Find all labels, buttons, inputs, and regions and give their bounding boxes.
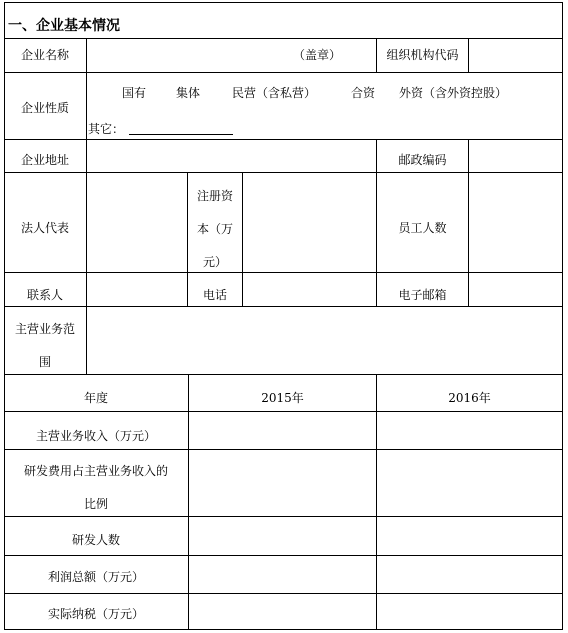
other-input[interactable] [129,120,233,135]
nature-option-collective[interactable]: 集体 [176,86,201,100]
nature-option-joint[interactable]: 合资 [351,86,376,100]
cell-main-revenue-2016[interactable] [377,412,562,449]
registered-capital-field[interactable] [243,173,376,272]
email-label: 电子邮箱 [398,288,447,302]
main-business-label-1: 主营业务范 [14,322,75,336]
seal-label: （盖章） [293,48,342,62]
other-label: 其它： [88,122,125,136]
nature-option-state[interactable]: 国有 [122,86,147,100]
company-address-field[interactable] [87,140,376,172]
v-line [86,72,87,139]
email-field[interactable] [469,273,562,306]
postal-code-label: 邮政编码 [398,153,447,167]
cell-actual-tax-2015[interactable] [189,594,376,629]
cell-rd-ratio-2015[interactable] [189,450,376,516]
cell-rd-staff-2016[interactable] [377,517,562,555]
employees-label: 员工人数 [398,221,447,235]
cell-total-profit-2015[interactable] [189,556,376,593]
legal-rep-label: 法人代表 [20,221,69,235]
table-header-year: 年度 [83,391,108,405]
cell-rd-ratio-2016[interactable] [377,450,562,516]
company-name-label: 企业名称 [20,48,69,62]
main-business-field[interactable] [87,307,562,374]
h-line [4,374,563,375]
nature-option-private[interactable]: 民营（含私营） [232,86,317,100]
org-code-field[interactable] [469,39,562,72]
h-line [4,72,563,73]
registered-capital-label-3: 元） [202,255,227,269]
cell-total-profit-2016[interactable] [377,556,562,593]
contact-label: 联系人 [26,288,63,302]
row-label-rd-ratio-2: 比例 [83,497,108,511]
border-bottom [4,629,563,630]
phone-field[interactable] [243,273,376,306]
phone-label: 电话 [202,288,227,302]
company-address-label: 企业地址 [20,153,69,167]
postal-code-field[interactable] [469,140,562,172]
row-label-main-revenue: 主营业务收入（万元） [35,429,156,443]
row-label-total-profit: 利润总额（万元） [47,570,144,584]
table-header-2015: 2015年 [261,391,304,405]
main-business-label-2: 围 [38,355,51,369]
row-label-rd-ratio-1: 研发费用占主营业务收入的 [23,464,168,478]
company-nature-label: 企业性质 [20,101,69,115]
org-code-label: 组织机构代码 [386,48,459,62]
registered-capital-label-2: 本（万 [196,222,233,236]
row-label-rd-staff: 研发人数 [71,533,120,547]
border-right [562,2,563,630]
table-header-2016: 2016年 [448,391,491,405]
contact-field[interactable] [87,273,187,306]
nature-option-foreign[interactable]: 外资（含外资控股） [399,86,508,100]
cell-rd-staff-2015[interactable] [189,517,376,555]
cell-actual-tax-2016[interactable] [377,594,562,629]
row-label-actual-tax: 实际纳税（万元） [47,607,144,621]
cell-main-revenue-2015[interactable] [189,412,376,449]
legal-rep-field[interactable] [87,173,187,272]
employees-field[interactable] [469,173,562,272]
section-title: 一、企业基本情况 [8,18,120,34]
registered-capital-label-1: 注册资 [196,189,233,203]
border-top [4,2,563,3]
